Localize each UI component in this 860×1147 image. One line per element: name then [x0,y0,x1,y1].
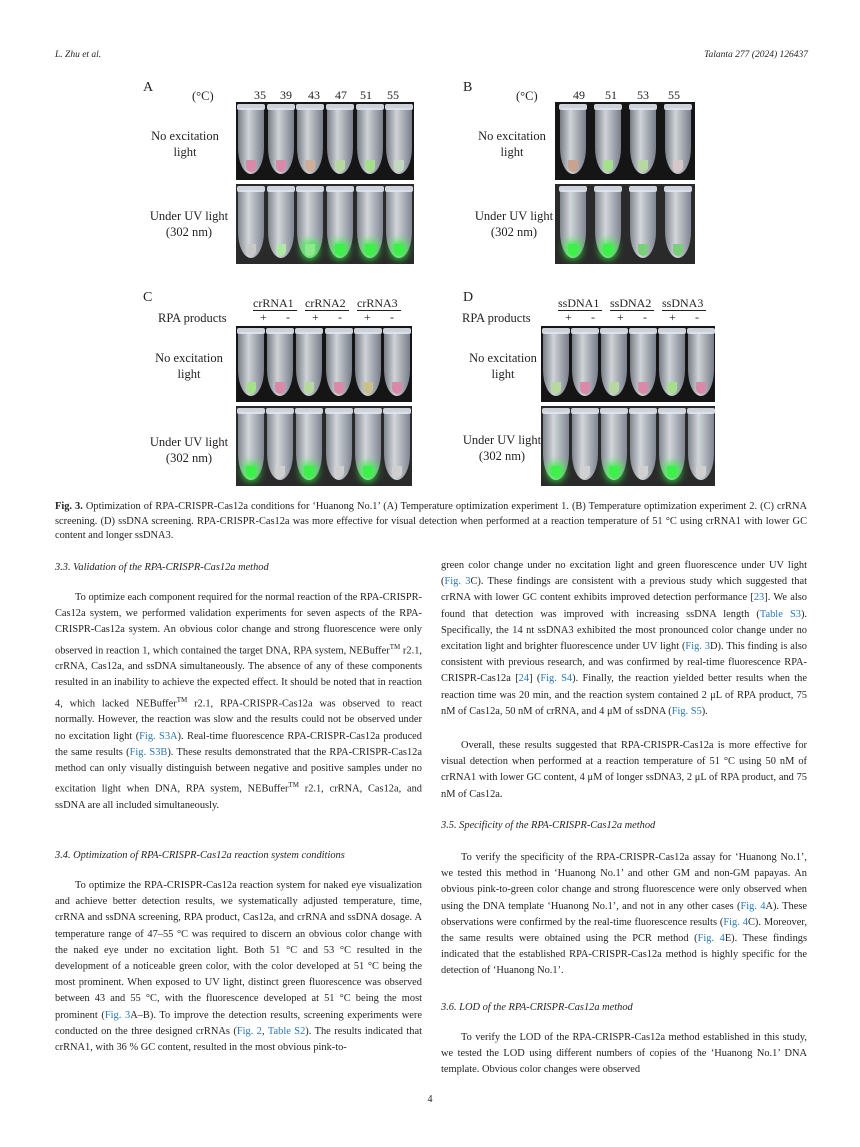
panel-d-rpa-label: RPA products [462,311,531,325]
tube-cap [266,328,294,334]
tube-cap [542,328,570,334]
tube [357,108,383,174]
tube [238,332,264,396]
temp-label: 55 [668,88,680,102]
section-3-5-title: 3.5. Specificity of the RPA-CRISPR-Cas12a method [441,820,656,831]
tube-cap [267,186,295,192]
tube-cap [629,104,657,110]
section-3-6-paragraph: To verify the LOD of the RPA-CRISPR-Cas12a method established in this study, we tested the LOD using different numbers of copies of the ‘Huanong No.1’ DNA template. Obvious color changes were observed [441,1032,807,1076]
tube [268,108,294,174]
sign-label: + [312,310,319,324]
tube-cap [326,186,354,192]
tube-cap [594,186,622,192]
tube-liquid [551,466,561,478]
tube-liquid [638,382,648,394]
tube-liquid [335,160,345,172]
tube [297,108,323,174]
panel-d-photo-uv [541,406,715,486]
section-3-4-paragraph [55,878,422,1056]
tube-liquid [392,382,402,394]
temp-label: 39 [280,88,292,102]
panel-a-row1-label: No excitation light [151,129,219,159]
tube-cap [356,104,384,110]
tube [630,108,656,174]
panel-b-row1-label: No excitation light [478,129,546,159]
group-label: ssDNA1 [558,296,600,310]
panel-d-signs [555,310,715,326]
tube [326,412,352,480]
sign-label: - [643,310,647,324]
temp-label: 53 [637,88,649,102]
tube [386,190,412,258]
ref-23-link[interactable]: 23 [753,592,765,604]
paragraph-text: , [262,1025,268,1037]
paragraph-text: A–B). To improve the detection results, screening experiments were conducted on the three designed crRNAs ( [55,1009,422,1037]
panel-a-photo-visible [236,102,414,180]
temp-label: 47 [335,88,347,102]
tube [595,190,621,258]
tube [665,190,691,258]
tube-cap [559,186,587,192]
tube-liquid [305,160,315,172]
sign-label: + [364,310,371,324]
tube-cap [325,408,353,414]
tube [659,332,685,396]
paragraph-text: green color change under no excitation light and green fluorescence under UV light ( [441,560,807,588]
paragraph-text: A). These observations were confirmed by the real-time fluorescence results ( [441,900,807,928]
tube [572,332,598,396]
tube-liquid [568,244,578,256]
tube-cap [600,328,628,334]
tube [630,332,656,396]
fig-3-link[interactable]: Fig. 3 [444,576,471,588]
tube [327,108,353,174]
tube-cap [658,408,686,414]
temp-label: 49 [573,88,585,102]
tube [659,412,685,480]
tube [572,412,598,480]
fig-4-link[interactable]: Fig. 4 [697,933,725,945]
paragraph-text: To optimize each component required for the normal reaction of the RPA-CRISPR-Cas12a system, we performed validation experiments for seven aspects of the RPA-CRISPR-Cas12a system. An obvious color change and strong fluorescence were only observed in reaction 1, which contained the target DNA, RPA system, NEBuffer [55,592,422,657]
tube-cap [383,408,411,414]
tube-liquid [580,382,590,394]
running-header-journal: Talanta 277 (2024) 126437 [704,50,808,60]
tube-liquid [568,160,578,172]
tube-cap [237,186,265,192]
tube-liquid [603,160,613,172]
tube-liquid [275,382,285,394]
tube [601,412,627,480]
fig-s4-link[interactable]: Fig. S4 [540,673,573,685]
tube-liquid [603,244,613,256]
section-3-6-title: 3.6. LOD of the RPA-CRISPR-Cas12a method [441,1002,633,1013]
sign-label: + [669,310,676,324]
panel-a-row2-label: Under UV light (302 nm) [149,209,229,239]
tube-cap [571,408,599,414]
paragraph-text: E). These findings indicated that the established RPA-CRISPR-Cas12a method is highly specific for the detection of ‘Huanong No.1’. [441,933,808,977]
paragraph-text: ). Real-time fluorescence RPA-CRISPR-Cas12a produced the same results ( [55,730,422,758]
tube-liquid [363,382,373,394]
group-label: crRNA2 [305,296,346,310]
tube [384,412,410,480]
panel-b-letter: B [463,80,473,95]
tube [238,412,264,480]
tube-liquid [580,466,590,478]
trademark-sup: TM [288,781,299,790]
group-label: crRNA1 [253,296,294,310]
sign-label: + [565,310,572,324]
trademark-sup: TM [176,695,188,704]
sign-label: + [617,310,624,324]
tube-liquid [609,382,619,394]
tube [601,332,627,396]
tube-liquid [304,466,314,478]
tube-liquid [276,244,286,256]
paragraph-text: To optimize the RPA-CRISPR-Cas12a reaction system for naked eye visualization and achieve better detection results, we systematically adjusted temperature, time, crRNA and ssDNA screening, RPA product, Cas12a, and crRNA and ssDNA dosage. A temperature range of 47–55 °C was required to discern an obvious color change with the naked eye under no excitation light. Both 51 °C and 53 °C resulted in the development of a noticeable green color, with the color developed at 51 °C being the most prominent. When exposed to UV light, distinct green fluorescence was observed between 43 and 55 °C, with the fluorescence developed at 51 °C being the most prominent ( [55,880,422,1021]
section-3-4-continued [441,558,807,720]
tube-cap [295,328,323,334]
panel-a-photo-uv [236,184,414,264]
tube-liquid [304,382,314,394]
tube-cap [571,328,599,334]
tube-liquid [638,244,648,256]
tube-cap [383,328,411,334]
sign-label: - [591,310,595,324]
temp-label: 51 [360,88,372,102]
group-label: ssDNA3 [662,296,704,310]
tube-cap [354,408,382,414]
sign-label: - [286,310,290,324]
tube [384,332,410,396]
panel-c-photo-visible [236,326,412,402]
sign-label: - [338,310,342,324]
tube [238,190,264,258]
tube-cap [237,328,265,334]
panel-d-letter: D [463,290,474,305]
tube-liquid [363,466,373,478]
panel-c-rpa-label: RPA products [158,311,227,325]
tube-cap [267,104,295,110]
sign-label: + [260,310,267,324]
tube-cap [385,104,413,110]
tube-liquid [334,466,344,478]
fig-s3b-link[interactable]: Fig. S3B [129,746,168,758]
paragraph-text: r2.1, crRNA, Cas12a, and ssDNA simultaneously. The absence of any of these components resulted in an inability to achieve the expected effect. It should be noted that in reaction 4, which lacked NEBuffer [55,645,422,710]
panel-a-letter: A [143,80,154,95]
tube-cap [326,104,354,110]
panel-d-row1-label: No excitation light [469,351,537,381]
tube-cap [266,408,294,414]
tube [560,190,586,258]
tube-cap [542,408,570,414]
panel-b-photo-visible [555,102,695,180]
group-label: crRNA3 [357,296,398,310]
fig-4-link[interactable]: Fig. 4 [723,916,748,928]
tube-liquid [551,382,561,394]
tube-liquid [696,382,706,394]
section-3-3-title: 3.3. Validation of the RPA-CRISPR-Cas12a method [55,562,269,573]
caption-text: Optimization of RPA-CRISPR-Cas12a conditions for ‘Huanong No.1’ (A) Temperature optimization experiment 1. (B) Temperature optimization experiment 2. (C) crRNA screening. (D) ssDNA screening. RPA-CRISPR-Cas12a was more effective for visual detection when performed at a reaction temperature of 51 °C using crRNA1 with lower GC content and longer ssDNA3. [55,501,807,541]
paragraph-text: ]. We also found that detection was improved with increasing ssDNA length ( [441,592,807,620]
tube-cap [296,186,324,192]
tube-liquid [246,244,256,256]
tube [560,108,586,174]
paragraph-text: ] ( [529,673,541,685]
sign-label: - [390,310,394,324]
paragraph-text: ). The results indicated that crRNA1, with 36 % GC content, resulted in the most obvious pink-to- [55,1025,422,1054]
tube-cap [664,104,692,110]
tube-cap [629,408,657,414]
tube-liquid [673,244,683,256]
paragraph-text: ). Finally, the reaction yielded better results when the reaction time was 20 min, and the reaction system contained 2 μL of RPA product, 75 nM of Cas12a, 50 nM of crRNA, and 4 μM of ssDNA ( [441,673,807,717]
tube-cap [687,408,715,414]
figure-3 [0,0,860,545]
tube-cap [354,328,382,334]
tube [238,108,264,174]
tube [595,108,621,174]
fig-s5-link[interactable]: Fig. S5 [671,705,702,717]
running-header-authors: L. Zhu et al. [55,50,102,60]
tube-liquid [275,466,285,478]
tube [386,108,412,174]
tube-cap [594,104,622,110]
tube [326,332,352,396]
panel-b-unit: (°C) [516,89,538,103]
tube-liquid [696,466,706,478]
tube-liquid [365,160,375,172]
section-3-4-title: 3.4. Optimization of RPA-CRISPR-Cas12a reaction system conditions [55,850,345,861]
paragraph-text: r2.1, RPA-CRISPR-Cas12a was observed to react normally. However, the reaction was slow and the results could not be observed under no excitation light ( [55,698,422,742]
tube-liquid [334,382,344,394]
page-number: 4 [427,1094,433,1105]
tube-cap [658,328,686,334]
paragraph-text: C). These findings are consistent with a previous study which suggested that crRNA with lower GC content exhibits improved detection performance [ [441,576,807,604]
panel-a-unit: (°C) [192,89,214,103]
panel-c-photo-uv [236,406,412,486]
panel-b-photo-uv [555,184,695,264]
paragraph-text: To verify the specificity of the RPA-CRISPR-Cas12a assay for ‘Huanong No.1’, we tested this method in ‘Huanong No.1’ and other GM and non-GM papayas. An obvious pink-to-green color change and strong fluorescence were only observed when using the DNA template ‘Huanong No.1’, and not in any other cases ( [441,852,807,912]
paragraph-text: ). Specifically, the 14 nt ssDNA3 exhibited the most pronounced color change under no excitation light and brighter fluorescence under UV light ( [441,608,807,653]
tube [355,412,381,480]
tube-cap [629,328,657,334]
section-3-3-paragraph [55,590,422,814]
tube-liquid [305,244,315,256]
tube-liquid [246,160,256,172]
panel-c-signs [250,310,410,326]
fig-3-link[interactable]: Fig. 3 [685,641,710,653]
tube-liquid [365,244,375,256]
tube [355,332,381,396]
tube [297,190,323,258]
temp-label: 35 [254,88,266,102]
tube-liquid [673,160,683,172]
panel-d-photo-visible [541,326,715,402]
trademark-sup: TM [389,642,401,651]
fig-s3a-link[interactable]: Fig. S3A [139,730,178,742]
caption-label: Fig. 3. [55,501,83,512]
tube [688,412,714,480]
panel-d-row2-label: Under UV light (302 nm) [462,433,542,463]
figure-caption [55,500,807,544]
tube-cap [687,328,715,334]
temp-label: 51 [605,88,617,102]
tube-liquid [638,160,648,172]
tube-liquid [392,466,402,478]
paragraph-text: ). [701,705,708,717]
temp-label: 55 [387,88,399,102]
tube-liquid [246,382,256,394]
tube [630,190,656,258]
fig-3-link[interactable]: Fig. 3 [104,1009,131,1021]
section-3-4-summary: Overall, these results suggested that RPA-CRISPR-Cas12a is more effective for visual detection when performed at a reaction temperature of 51 °C using 50 nM of crRNA1 with lower GC content, 4 μM of longer ssDNA3, 2 μL of RPA product, and 75 nM of Cas12a. [441,740,807,800]
tube-liquid [638,466,648,478]
paragraph-text: r2.1, crRNA, Cas12a, and ssDNA are all included simultaneously. [55,783,422,811]
section-3-5-paragraph [441,850,807,980]
tube [543,332,569,396]
table-s2-link[interactable]: Table S2 [267,1025,306,1037]
paragraph-text: D). This finding is also consistent with previous research, and was confirmed by real-time fluorescence RPA-CRISPR-Cas12a [ [441,641,807,685]
sign-label: - [695,310,699,324]
paragraph-text: C). Moreover, the same results were obtained using the PCR method ( [441,916,807,945]
tube-cap [237,104,265,110]
tube [327,190,353,258]
tube [296,412,322,480]
temp-label: 43 [308,88,320,102]
tube-liquid [609,466,619,478]
tube-cap [559,104,587,110]
fig-2-link[interactable]: Fig. 2 [236,1025,262,1037]
tube-cap [325,328,353,334]
tube-liquid [394,160,404,172]
tube [267,332,293,396]
tube [268,190,294,258]
tube-cap [600,408,628,414]
tube-liquid [246,466,256,478]
tube-liquid [394,244,404,256]
tube [357,190,383,258]
tube-cap [356,186,384,192]
tube [688,332,714,396]
tube-liquid [667,466,677,478]
tube [630,412,656,480]
tube [543,412,569,480]
tube-cap [385,186,413,192]
tube-liquid [276,160,286,172]
tube-cap [664,186,692,192]
panel-c-row2-label: Under UV light (302 nm) [149,435,229,465]
tube-liquid [335,244,345,256]
tube [296,332,322,396]
tube-cap [629,186,657,192]
tube-cap [237,408,265,414]
tube [665,108,691,174]
tube-liquid [667,382,677,394]
group-label: ssDNA2 [610,296,652,310]
paragraph-text: ). These results demonstrated that the RPA-CRISPR-Cas12a method can only visually distinguish between negative and positive samples under no excitation light when DNA, RPA system, NEBuffer [55,746,422,795]
fig-4-link[interactable]: Fig. 4 [740,900,766,912]
panel-c-row1-label: No excitation light [155,351,223,381]
tube-cap [295,408,323,414]
panel-b-row2-label: Under UV light (302 nm) [474,209,554,239]
panel-c-letter: C [143,290,153,305]
tube-cap [296,104,324,110]
table-s3-link[interactable]: Table S3 [759,608,801,620]
ref-24-link[interactable]: 24 [518,673,530,685]
tube [267,412,293,480]
